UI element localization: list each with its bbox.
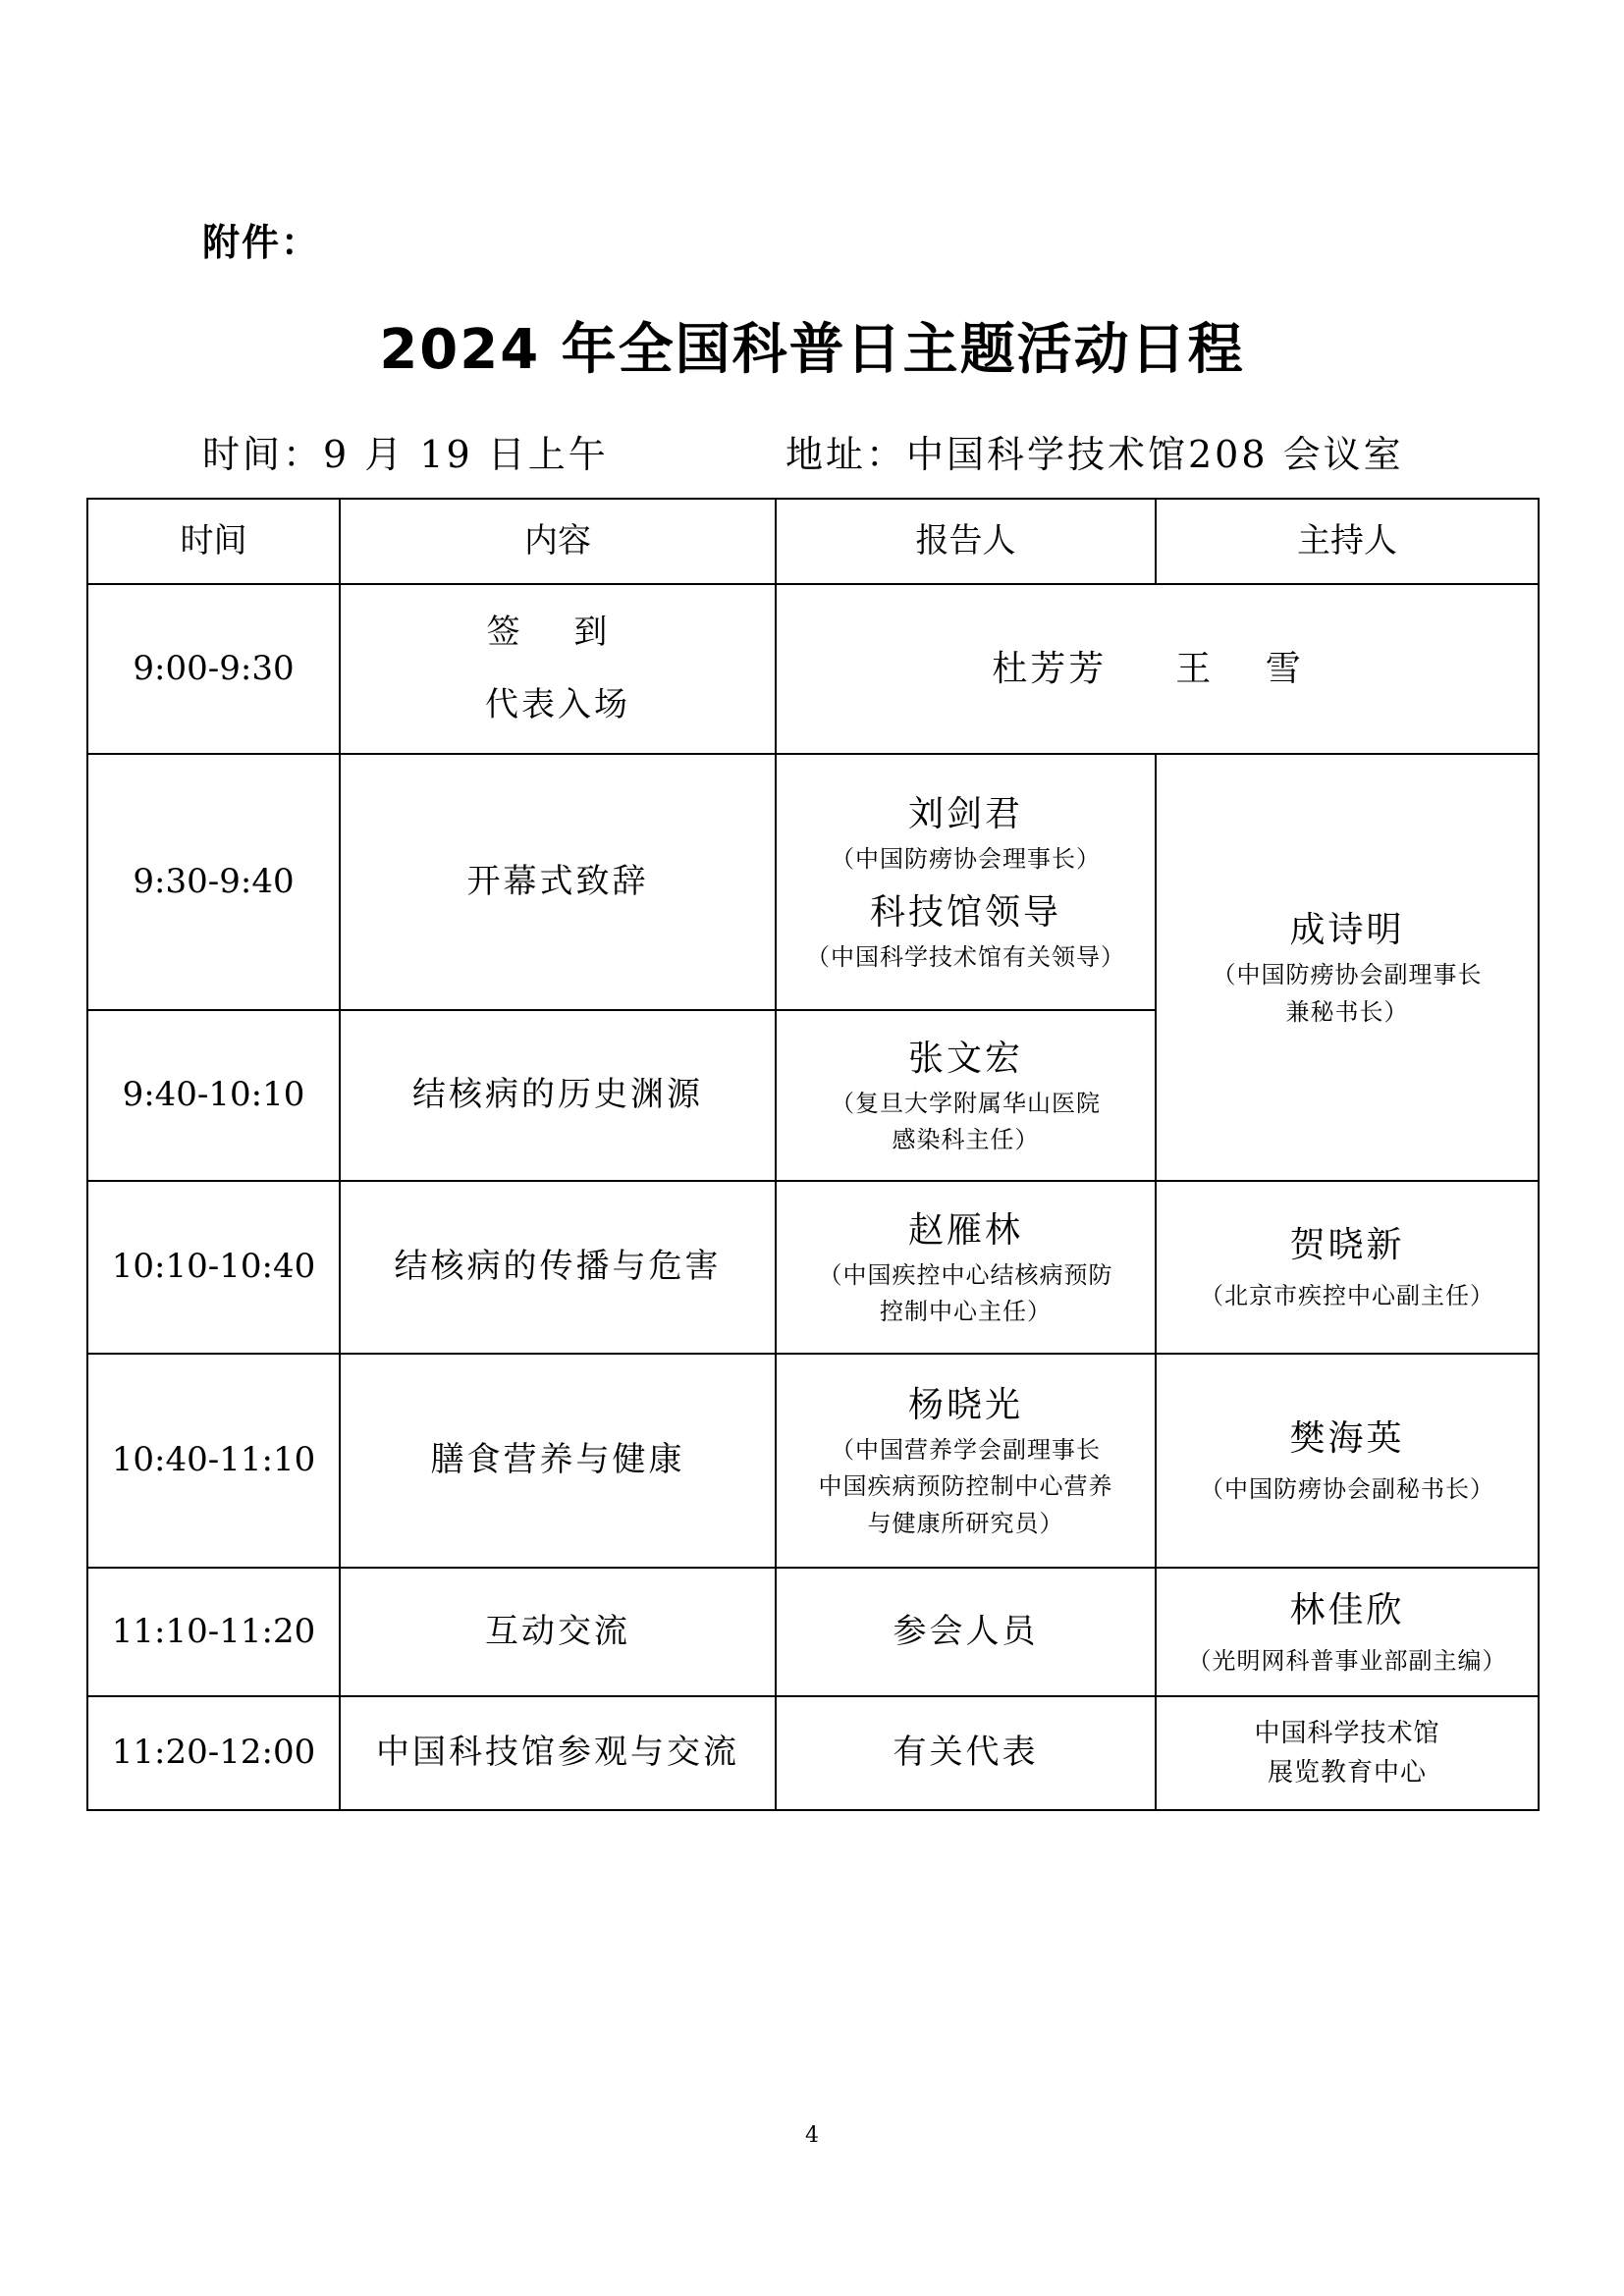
reporter-note: 控制中心主任）: [880, 1298, 1052, 1325]
reporter-name: 刘剑君: [907, 794, 1023, 835]
table-row: [87, 584, 1539, 754]
row-content: 开幕式致辞: [340, 754, 776, 1010]
row-content: 结核病的历史渊源: [340, 1010, 776, 1181]
reporter-name: 杨晓光: [907, 1385, 1023, 1426]
header-time: 时间: [87, 499, 340, 584]
reporter-note: （复旦大学附属华山医院: [831, 1089, 1101, 1117]
reporter-name: 赵雁林: [907, 1209, 1023, 1251]
page-number: 4: [805, 2123, 819, 2148]
host-name: 杜芳芳: [992, 648, 1108, 689]
table-row: [87, 1696, 1539, 1810]
row-time: 9:00-9:30: [87, 584, 340, 754]
host-note: 兼秘书长）: [1285, 997, 1409, 1026]
host-note: （光明网科普事业部副主编）: [1187, 1646, 1507, 1675]
row-reporter: [776, 754, 1156, 1010]
row-host: [1156, 754, 1539, 1181]
reporter-note: （中国科学技术馆有关领导）: [806, 942, 1125, 971]
content-line: 签 到: [486, 612, 629, 652]
attachment-label: 附件：: [202, 221, 321, 264]
reporter-note: （中国防痨协会理事长）: [831, 845, 1101, 874]
host-note: （中国防痨协会副理事长: [1212, 961, 1483, 989]
row-time: 10:40-11:10: [87, 1354, 340, 1568]
row-content: 结核病的传播与危害: [340, 1181, 776, 1354]
reporter-note: 感染科主任）: [892, 1126, 1040, 1153]
host-name: 樊海英: [1289, 1418, 1405, 1460]
row-host: [1156, 1696, 1539, 1810]
host-note: 展览教育中心: [1267, 1758, 1427, 1788]
row-reporter: [776, 1181, 1156, 1354]
row-time: 11:20-12:00: [87, 1696, 340, 1810]
row-time: 9:30-9:40: [87, 754, 340, 1010]
reporter-name: 张文宏: [907, 1038, 1023, 1079]
host-name: 王 雪: [1175, 648, 1323, 689]
row-time: 11:10-11:20: [87, 1568, 340, 1696]
host-note: （北京市疾控中心副主任）: [1200, 1282, 1494, 1310]
reporter-note: （中国营养学会副理事长: [831, 1436, 1101, 1465]
row-time: 10:10-10:40: [87, 1181, 340, 1354]
row-content: 互动交流: [340, 1568, 776, 1696]
host-note: 中国科学技术馆: [1254, 1718, 1440, 1748]
header-content: 内容: [340, 499, 776, 584]
host-name: 林佳欣: [1289, 1589, 1405, 1630]
page-title: 2024 年全国科普日主题活动日程: [379, 318, 1245, 382]
info-time: 时间：9 月 19 日上午: [202, 433, 609, 476]
row-content: [340, 584, 776, 754]
row-reporter: 参会人员: [776, 1568, 1156, 1696]
table-row: [87, 1568, 1539, 1696]
reporter-note: 中国疾病预防控制中心营养: [818, 1472, 1113, 1501]
content-line: 代表入场: [485, 684, 630, 724]
row-reporter-host: [776, 584, 1539, 754]
row-reporter: 有关代表: [776, 1696, 1156, 1810]
row-host: [1156, 1568, 1539, 1696]
info-address: 地址：中国科学技术馆208 会议室: [785, 433, 1404, 476]
table-header-row: [87, 499, 1539, 584]
row-content: 中国科技馆参观与交流: [340, 1696, 776, 1810]
row-content: 膳食营养与健康: [340, 1354, 776, 1568]
reporter-name: 科技馆领导: [869, 891, 1061, 933]
row-host: [1156, 1181, 1539, 1354]
row-reporter: [776, 1354, 1156, 1568]
table-row: [87, 1181, 1539, 1354]
schedule-table: [86, 498, 1540, 1811]
header-reporter: 报告人: [776, 499, 1156, 584]
row-reporter: [776, 1010, 1156, 1181]
row-host: [1156, 1354, 1539, 1568]
host-note: （中国防痨协会副秘书长）: [1200, 1475, 1494, 1504]
header-host: 主持人: [1156, 499, 1539, 584]
host-name: 贺晓新: [1289, 1225, 1405, 1266]
reporter-note: 与健康所研究员）: [867, 1509, 1064, 1537]
table-row: [87, 1354, 1539, 1568]
row-time: 9:40-10:10: [87, 1010, 340, 1181]
reporter-note: （中国疾控中心结核病预防: [818, 1260, 1113, 1289]
table-row: [87, 754, 1539, 1010]
host-name: 成诗明: [1289, 910, 1405, 951]
